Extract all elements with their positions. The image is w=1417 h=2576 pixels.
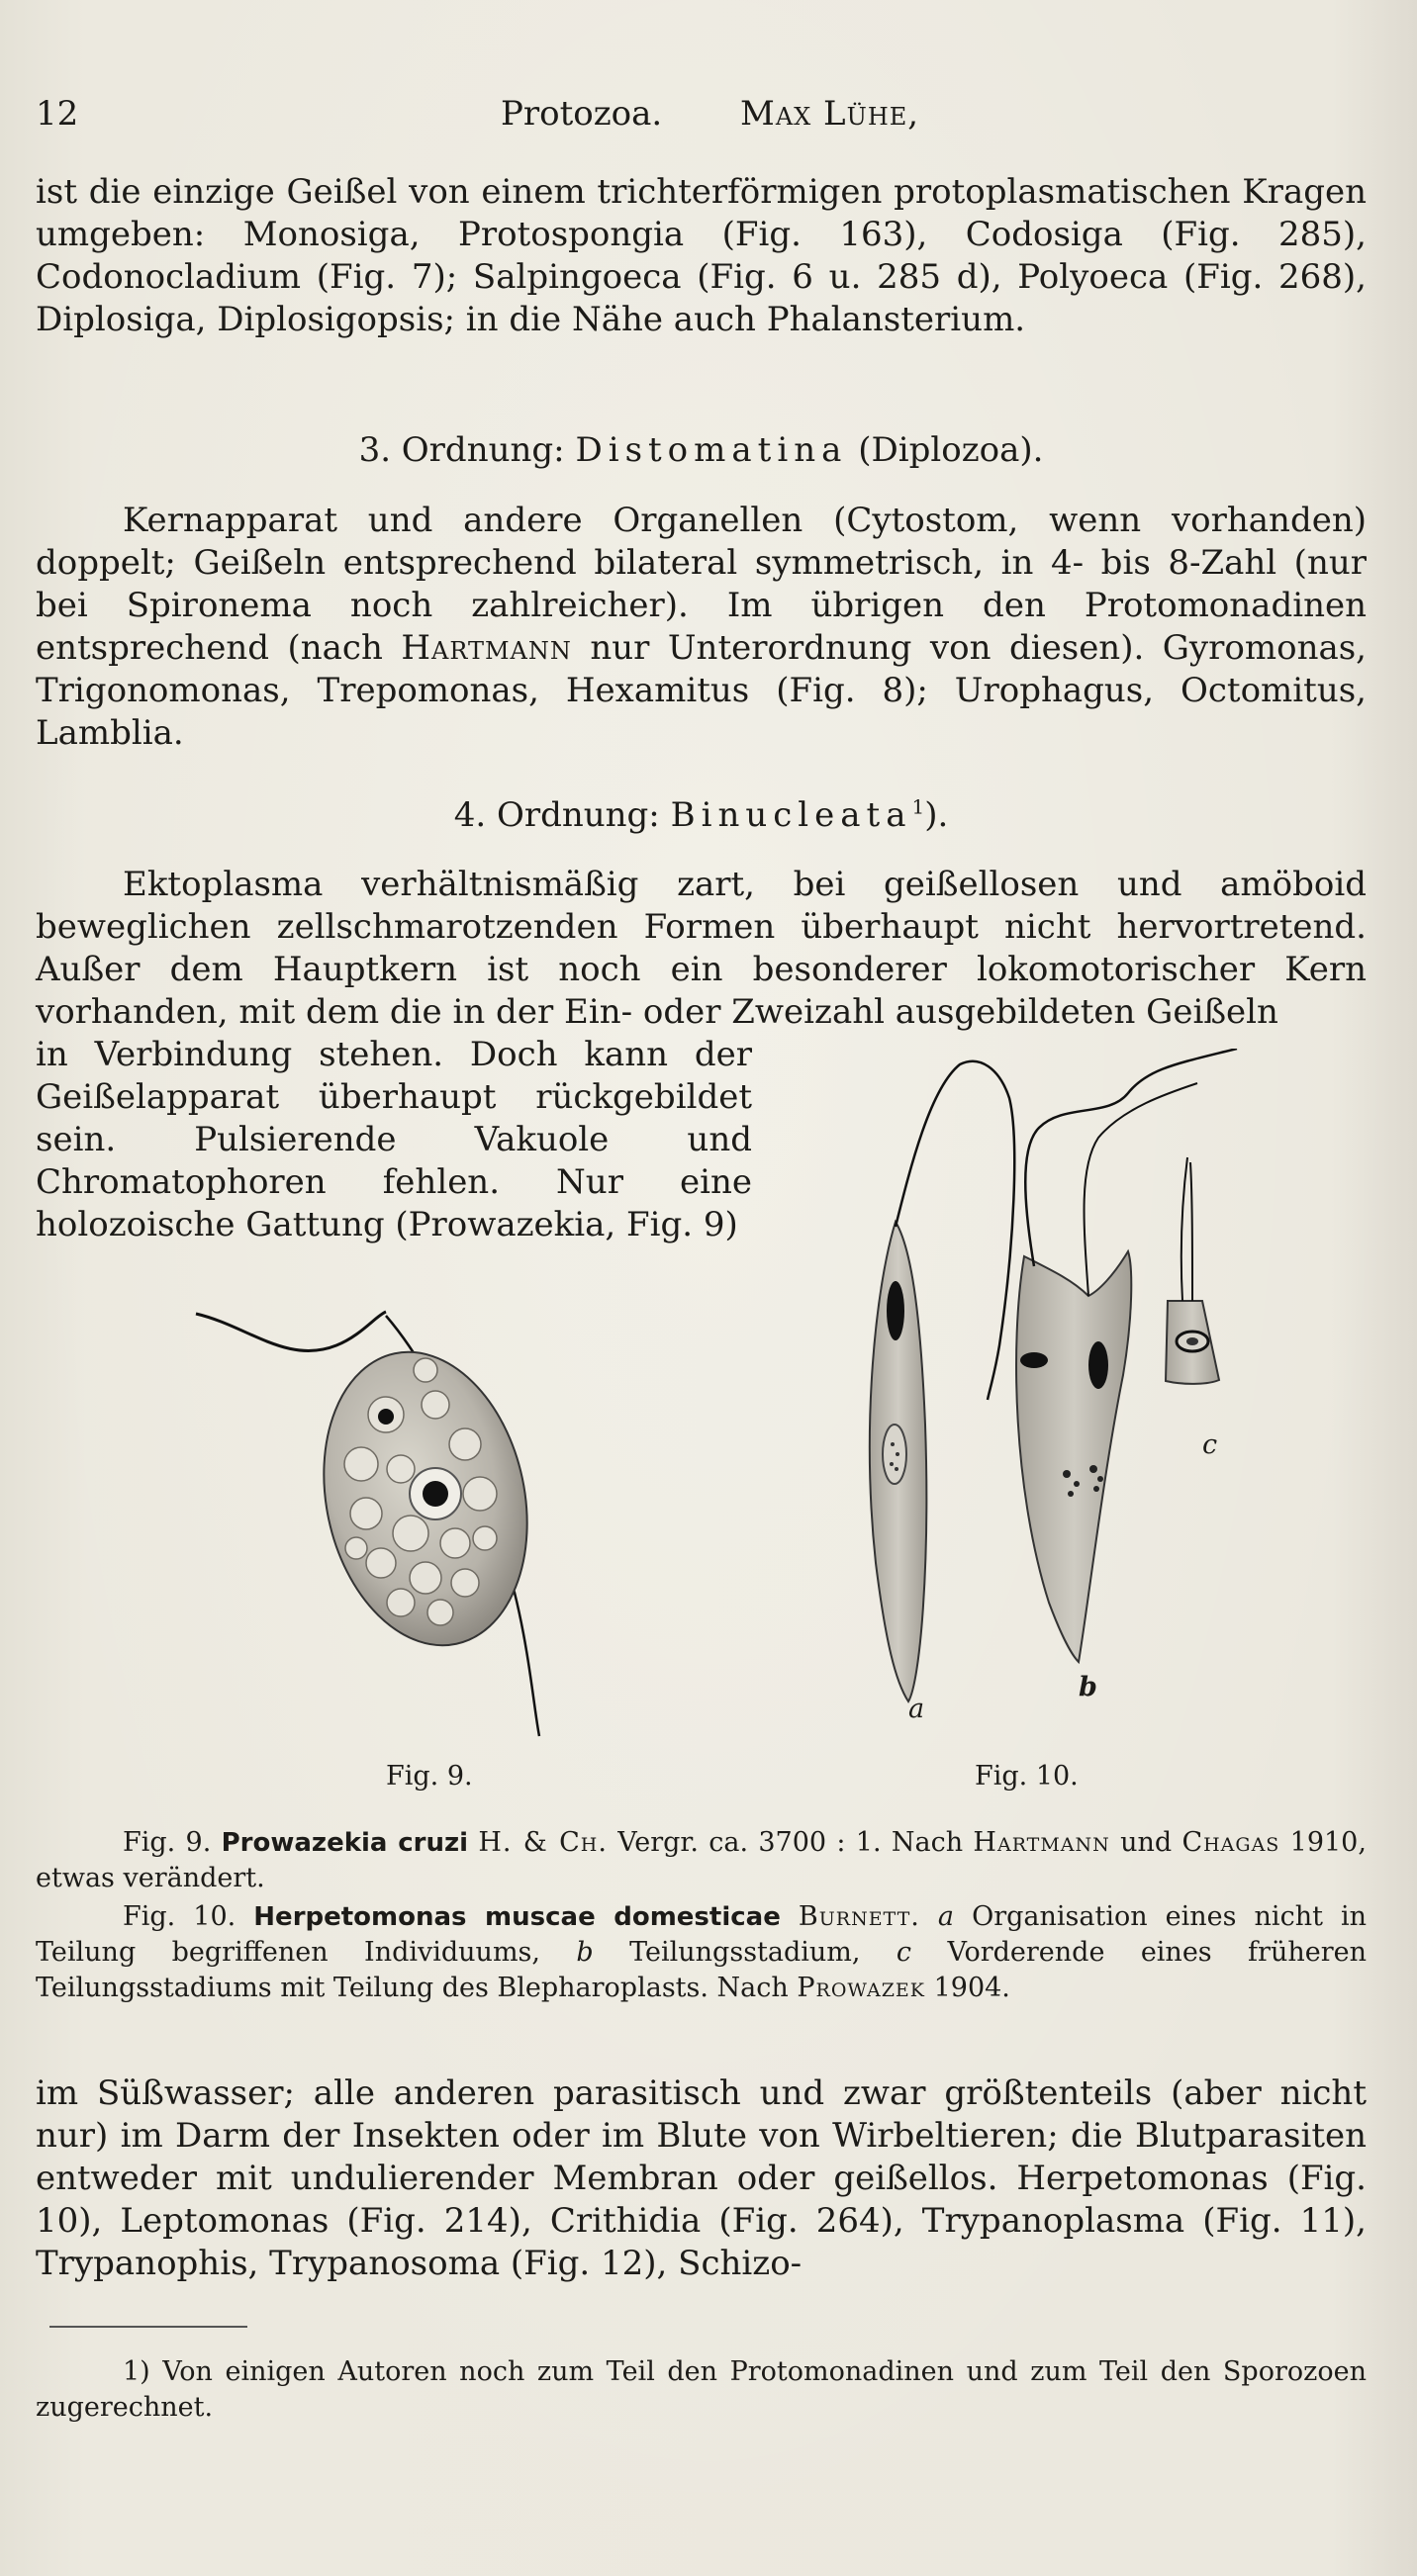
paragraph-binucleata-wrap: in Verbindung stehen. Doch kann der Geißelapparat überhaupt rückgebildet sein. Pulsierende Vakuole und Chromatophoren fehlen. Nur eine holozoische Gattung (Prowazekia, Fig. 9) <box>36 1035 752 1244</box>
caption-10-c: c <box>896 1937 912 1968</box>
paragraph-continuation: im Süßwasser; alle anderen parasitisch und zwar größtenteils (aber nicht nur) im Darm der Insekten oder im Blute von Wirbeltieren; die Blutparasiten entweder mit undulierender Membran oder geißellos. Herpetomonas (Fig. 10), Leptomonas (Fig. 214), Crithidia (Fig. 264), Trypanoplasma (Fig. 11), Trypanophis, Trypanosoma (Fig. 12), Schizo- <box>36 2073 1367 2283</box>
author-ref-hartmann: Hartmann <box>401 628 572 668</box>
paragraph-3-before: Kernapparat und andere Organellen (Cytostom, wenn vorhanden) doppelt; Geißeln entsprechend bilateral symmetrisch, in 4- bis 8-Zahl (nur bei Spironema noch zahlreicher). Im übrigen den Protomonadinen entsprechend (nach <box>36 501 1367 668</box>
figure-10-sublabel-a: a <box>908 1694 925 1724</box>
figure-10-herpetomonas-illustration <box>851 1049 1267 1741</box>
figure-10-label: Fig. 10. <box>975 1761 1079 1792</box>
page-number: 12 <box>36 94 79 134</box>
footnote-mark: 1) <box>123 2356 150 2387</box>
caption-10-c-text: Vorderende eines früheren Teilungsstadiums mit Teilung des Blepharoplasts. Nach <box>36 1937 1367 2003</box>
heading-3-suffix: (Diplozoa). <box>858 430 1044 470</box>
paragraph-distomatina <box>36 500 1367 755</box>
caption-10-b: b <box>576 1937 594 1968</box>
caption-10-ref-prowazek: Prowazek <box>797 1973 925 2003</box>
caption-10-author: Burnett. <box>798 1901 920 1932</box>
paragraph-intro: ist die einzige Geißel von einem trichterförmigen protoplasmatischen Kragen umgeben: Monosiga, Protospongia (Fig. 163), Codosiga (Fig. 285), Codonocladium (Fig. 7); Salpingoeca (Fig. 6 u. 285 d), Polyoeca (Fig. 268), Diplosiga, Diplosigopsis; in die Nähe auch Phalansterium. <box>36 172 1367 339</box>
heading-4-name: Binucleata <box>670 795 912 835</box>
heading-4-suffix: ). <box>924 795 949 835</box>
running-head-title: Protozoa. <box>501 94 663 134</box>
caption-10-year: 1904. <box>933 1973 1010 2003</box>
paragraph-3-after: nur Unterordnung von diesen). Gyromonas, Trigonomonas, Trepomonas, Hexamitus (Fig. 8); Urophagus, Octomitus, Lamblia. <box>36 628 1367 753</box>
running-head-author: Max Lühe, <box>740 94 920 134</box>
figure-9-prowazekia-illustration <box>188 1296 604 1751</box>
figure-9-label: Fig. 9. <box>386 1761 473 1792</box>
caption-9-ref-chagas: Chagas <box>1181 1827 1280 1858</box>
caption-9-and: und <box>1120 1827 1173 1858</box>
footnote-divider <box>49 2326 247 2328</box>
figure-10-sublabel-b: b <box>1079 1672 1097 1702</box>
caption-9-ref-hartmann: Hartmann <box>973 1827 1110 1858</box>
footnote <box>36 2354 1367 2426</box>
figure-10-sublabel-c: c <box>1202 1429 1218 1460</box>
heading-3-name: Distomatina <box>575 430 848 470</box>
caption-figure-10 <box>36 1899 1367 2006</box>
caption-10-b-text: Teilungsstadium, <box>629 1937 861 1968</box>
caption-9-prefix: Fig. 9. <box>123 1827 212 1858</box>
caption-figure-9 <box>36 1825 1367 1896</box>
section-heading-3 <box>36 429 1367 472</box>
caption-10-a-text: Organisation eines nicht in Teilung begriffenen Individuums, <box>36 1901 1367 1968</box>
footnote-text: Von einigen Autoren noch zum Teil den Protomonadinen und zum Teil den Sporozoen zugerechnet. <box>36 2356 1367 2423</box>
heading-4-prefix: 4. Ordnung: <box>453 795 660 835</box>
caption-9-species: Prowazekia cruzi <box>221 1828 469 1858</box>
section-heading-4 <box>36 794 1367 837</box>
heading-3-prefix: 3. Ordnung: <box>358 430 565 470</box>
running-head <box>36 94 1381 143</box>
caption-10-a: a <box>937 1901 955 1932</box>
caption-10-species: Herpetomonas muscae domesticae <box>253 1902 781 1932</box>
footnote-marker: 1 <box>911 794 925 819</box>
paragraph-binucleata: Ektoplasma verhältnismäßig zart, bei geißellosen und amöboid beweglichen zellschmarotzenden Formen überhaupt nicht hervortretend. Außer dem Hauptkern ist noch ein besonderer lokomotorischer Kern vorhanden, mit dem die in der Ein- oder Zweizahl ausgebildeten Geißeln <box>36 865 1367 1032</box>
caption-10-prefix: Fig. 10. <box>123 1901 236 1932</box>
caption-9-text: Vergr. ca. 3700 : 1. Nach <box>617 1827 964 1858</box>
caption-9-authors: H. & Ch. <box>478 1827 608 1858</box>
caption-9-tail: 1910, etwas verändert. <box>36 1827 1367 1893</box>
